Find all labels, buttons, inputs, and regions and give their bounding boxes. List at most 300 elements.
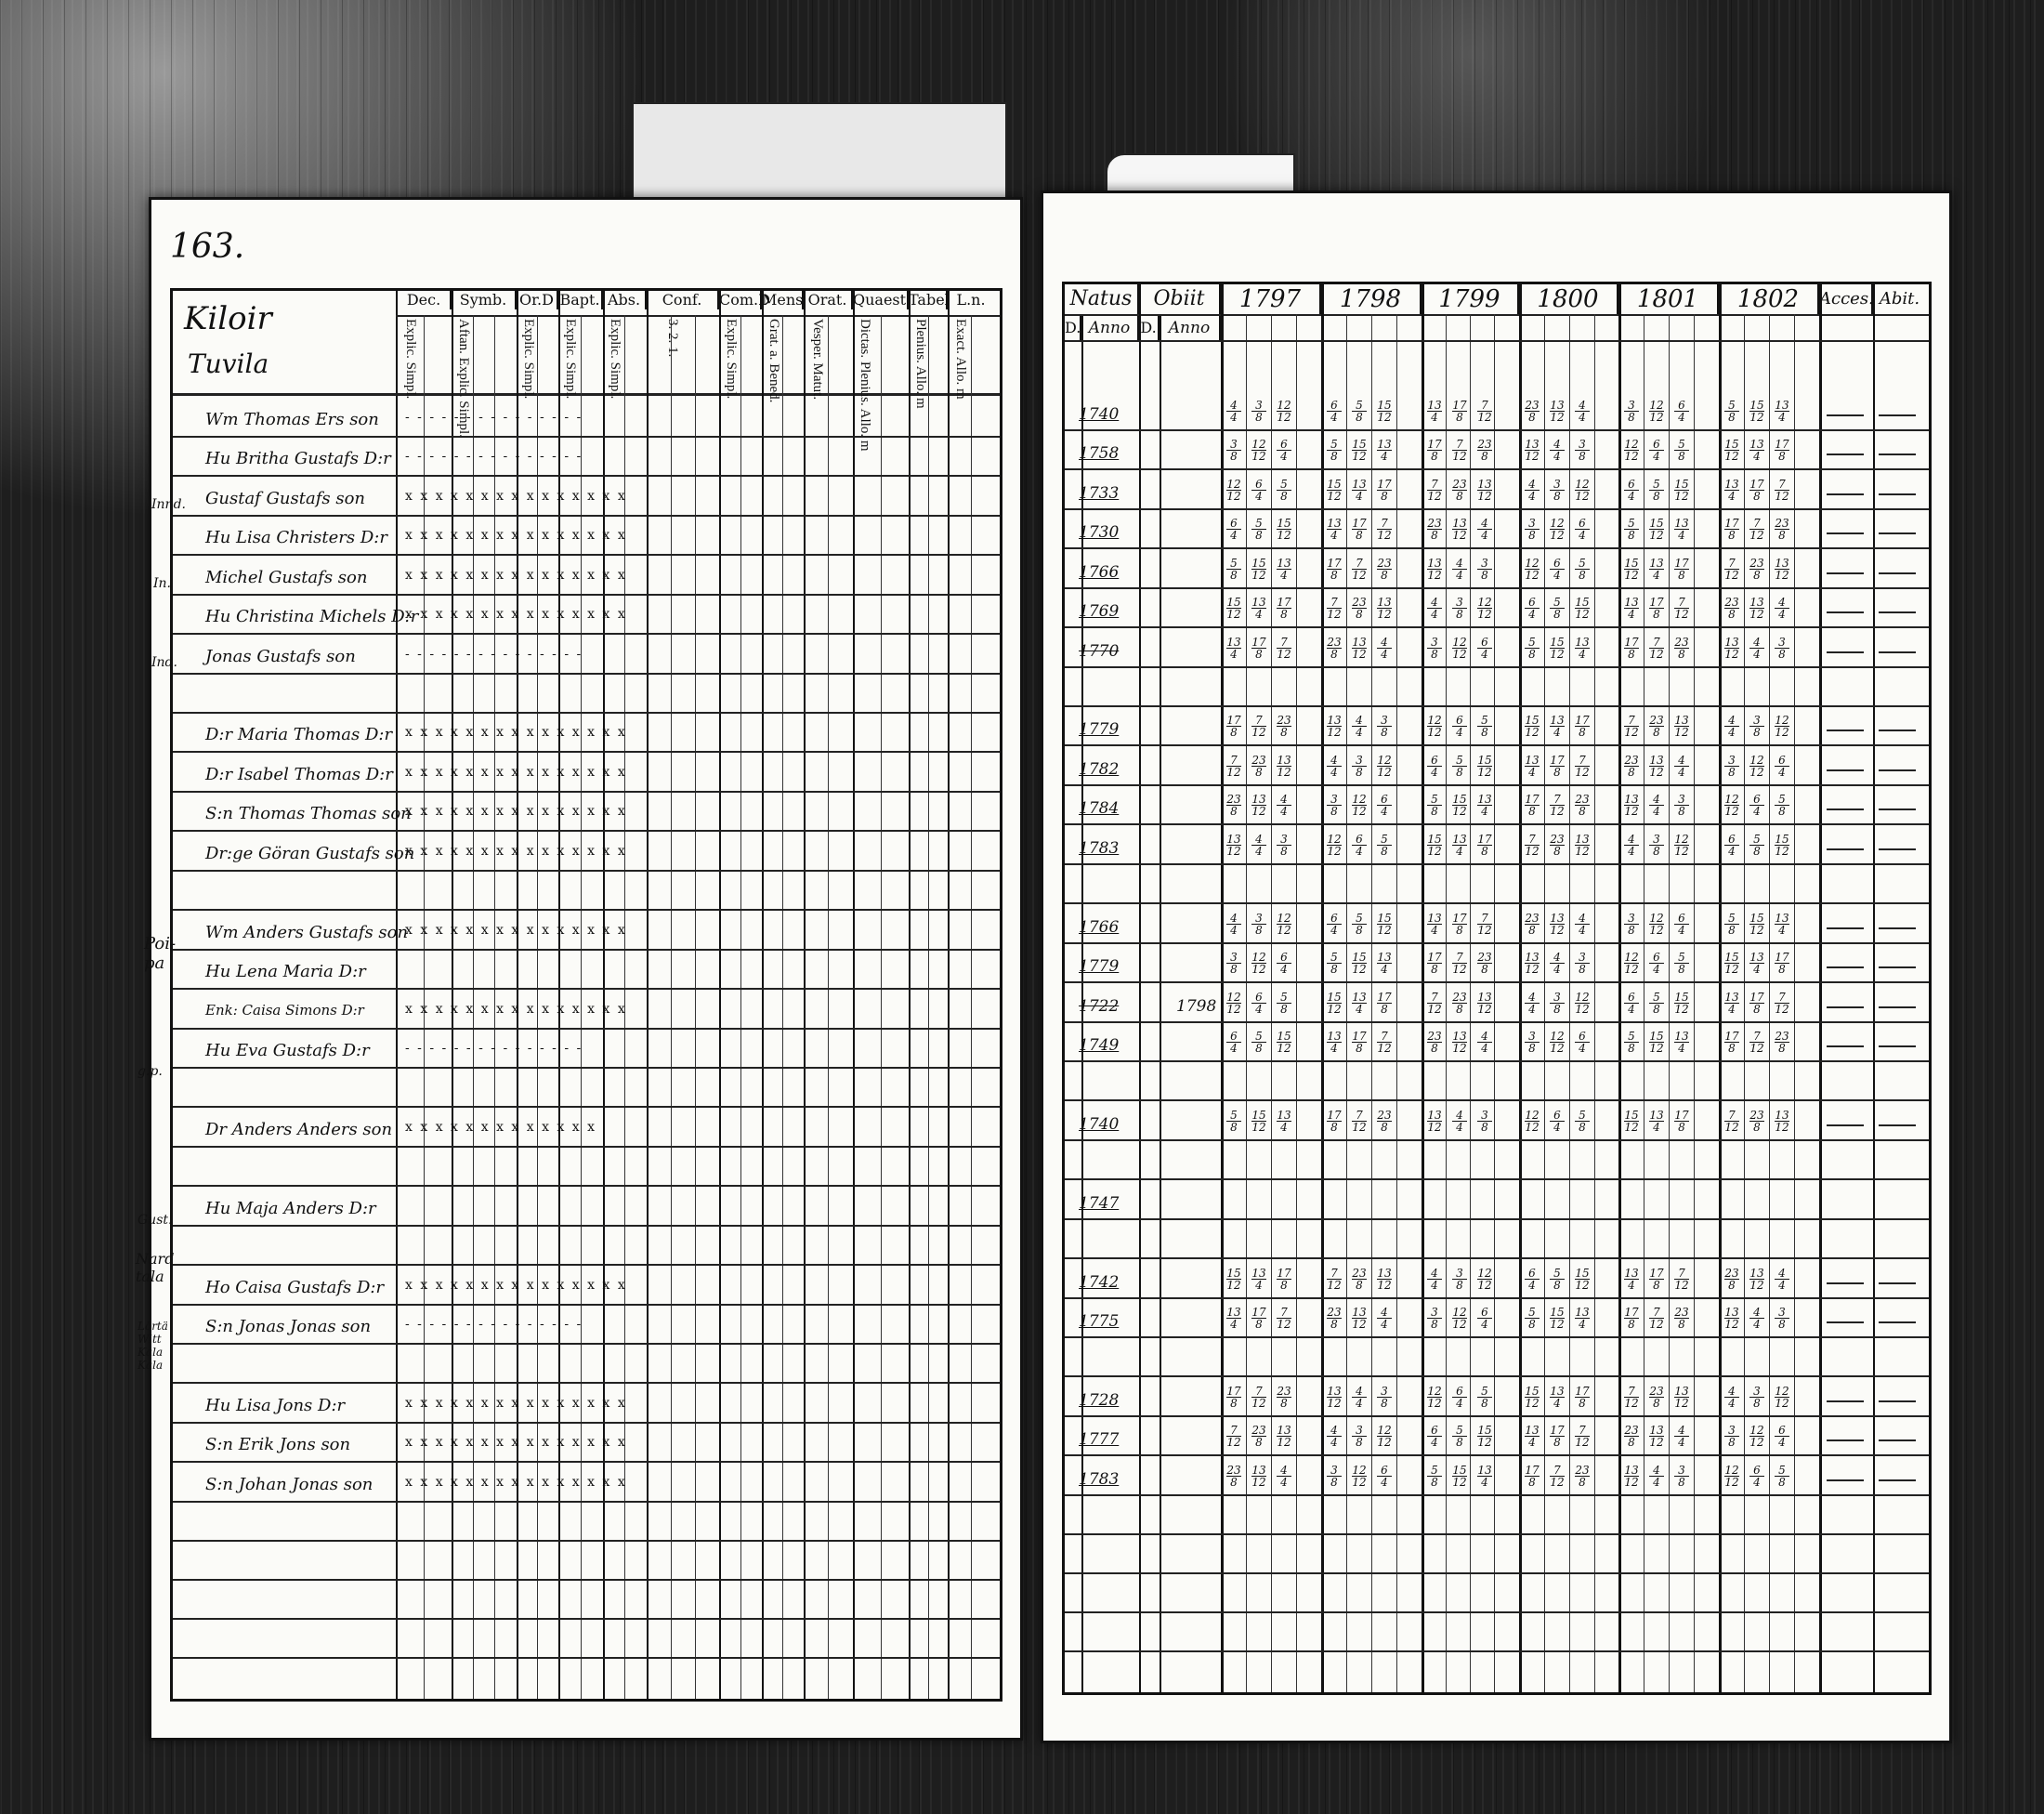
tally-fraction: $\frac{6}{4}$: [1277, 952, 1291, 975]
tally-fraction: $\frac{12}{12}$: [1477, 596, 1492, 621]
tally-fraction: $\frac{15}{12}$: [1452, 1464, 1467, 1489]
tally-fraction: $\frac{6}{4}$: [1624, 992, 1639, 1015]
tally-fraction: $\frac{4}{4}$: [1377, 637, 1392, 660]
tally-fraction: $\frac{4}{4}$: [1674, 755, 1689, 778]
header-obiit-anno: Anno: [1160, 316, 1221, 340]
tally-fraction: $\frac{15}{12}$: [1775, 833, 1789, 858]
margin-note: Ind.: [151, 655, 177, 670]
tally-fraction: $\frac{13}{12}$: [1775, 1109, 1789, 1134]
tally-fraction: $\frac{13}{12}$: [1674, 1385, 1689, 1410]
sub-line: [695, 315, 696, 1699]
tally-fraction: $\frac{15}{12}$: [1277, 517, 1291, 542]
header-comd: Com.D: [719, 291, 770, 309]
tally-fraction: $\frac{6}{4}$: [1550, 558, 1565, 581]
tally-fraction: $\frac{17}{8}$: [1550, 754, 1565, 779]
tally-fraction: $\frac{13}{12}$: [1377, 1267, 1392, 1292]
birth-year: 1722: [1079, 997, 1120, 1016]
tally-fraction: $\frac{17}{8}$: [1674, 557, 1689, 582]
tally-fraction: $\frac{7}{12}$: [1674, 596, 1689, 621]
tally-fraction: $\frac{12}{12}$: [1550, 517, 1565, 542]
sub-line: [828, 315, 829, 1699]
subheader: Dictas. Plenius. Allo. m: [858, 319, 872, 452]
row-line: [1065, 1572, 1929, 1574]
tally-fraction: $\frac{17}{8}$: [1427, 438, 1442, 463]
person-marks: x x x x x x x x x x x x x x x: [405, 1475, 627, 1490]
sub-line: [1744, 314, 1745, 1692]
subheader: Grat. a. Bened.: [766, 319, 781, 403]
tally-fraction: $\frac{23}{8}$: [1674, 1306, 1689, 1331]
tally-fraction: $\frac{12}{12}$: [1352, 1464, 1367, 1489]
tally-fraction: $\frac{13}{12}$: [1477, 991, 1492, 1016]
tally-fraction: $\frac{6}{4}$: [1775, 755, 1789, 778]
empty-cell-dash: [1827, 611, 1864, 613]
tally-fraction: $\frac{23}{8}$: [1724, 1267, 1739, 1292]
margin-note: Gust.: [138, 1213, 173, 1228]
tally-fraction: $\frac{4}{4}$: [1251, 834, 1266, 857]
col-line: [948, 291, 950, 1699]
tally-fraction: $\frac{23}{8}$: [1649, 1385, 1664, 1410]
row-line: [1065, 429, 1929, 431]
person-name: Wm Thomas Ers son: [205, 410, 379, 429]
person-name: Hu Lisa Jons D:r: [205, 1396, 346, 1415]
tally-fraction: $\frac{15}{12}$: [1575, 1267, 1590, 1292]
tally-fraction: $\frac{6}{4}$: [1525, 1268, 1540, 1291]
tally-fraction: $\frac{15}{12}$: [1724, 438, 1739, 463]
row-line: [1065, 1218, 1929, 1220]
tally-fraction: $\frac{13}{4}$: [1427, 399, 1442, 424]
row-line: [1065, 1611, 1929, 1613]
tally-fraction: $\frac{3}{8}$: [1277, 834, 1291, 857]
tally-fraction: $\frac{5}{8}$: [1749, 834, 1764, 857]
tally-fraction: $\frac{15}{12}$: [1749, 399, 1764, 424]
empty-cell-dash: [1879, 493, 1916, 495]
tally-fraction: $\frac{23}{8}$: [1277, 714, 1291, 739]
row-line: [173, 1028, 1000, 1030]
birth-year: 1783: [1079, 839, 1120, 858]
birth-year: 1766: [1079, 918, 1120, 937]
empty-cell-dash: [1827, 966, 1864, 968]
tally-fraction: $\frac{13}{12}$: [1277, 1424, 1291, 1449]
row-line: [173, 1146, 1000, 1148]
birth-year: 1784: [1079, 799, 1120, 818]
row-line: [173, 870, 1000, 872]
row-line: [173, 673, 1000, 675]
tally-fraction: $\frac{5}{8}$: [1649, 479, 1664, 502]
tally-fraction: $\frac{12}{12}$: [1575, 478, 1590, 503]
tally-fraction: $\frac{13}{4}$: [1525, 754, 1540, 779]
tally-fraction: $\frac{7}{12}$: [1251, 714, 1266, 739]
tally-fraction: $\frac{5}{8}$: [1427, 1465, 1442, 1488]
tally-fraction: $\frac{13}{4}$: [1251, 596, 1266, 621]
empty-cell-dash: [1827, 1479, 1864, 1481]
tally-fraction: $\frac{15}{12}$: [1352, 951, 1367, 976]
tally-fraction: $\frac{17}{8}$: [1649, 1267, 1664, 1292]
tally-fraction: $\frac{7}{12}$: [1452, 951, 1467, 976]
tally-fraction: $\frac{7}{12}$: [1550, 1464, 1565, 1489]
tally-fraction: $\frac{7}{12}$: [1624, 1385, 1639, 1410]
empty-cell-dash: [1879, 1006, 1916, 1008]
tally-fraction: $\frac{12}{12}$: [1749, 1424, 1764, 1449]
row-line: [173, 1422, 1000, 1424]
col-line: [1618, 284, 1621, 1692]
row-line: [173, 988, 1000, 990]
tally-fraction: $\frac{13}{4}$: [1724, 991, 1739, 1016]
tally-fraction: $\frac{7}{12}$: [1226, 754, 1241, 779]
row-line: [173, 1304, 1000, 1306]
row-line: [1065, 1139, 1929, 1141]
person-marks: - - - - - - - - - - - - - - -: [405, 1317, 583, 1332]
tally-fraction: $\frac{12}{12}$: [1226, 991, 1241, 1016]
tally-fraction: $\frac{13}{12}$: [1327, 714, 1342, 739]
tally-fraction: $\frac{15}{12}$: [1226, 596, 1241, 621]
row-line: [173, 1343, 1000, 1345]
tally-fraction: $\frac{4}{4}$: [1749, 637, 1764, 660]
tally-fraction: $\frac{13}{4}$: [1674, 517, 1689, 542]
empty-cell-dash: [1827, 927, 1864, 929]
tally-fraction: $\frac{6}{4}$: [1251, 992, 1266, 1015]
header-obiit: Obiit: [1139, 284, 1221, 314]
tally-fraction: $\frac{13}{4}$: [1775, 912, 1789, 937]
tally-fraction: $\frac{15}{12}$: [1377, 912, 1392, 937]
tally-fraction: $\frac{5}{8}$: [1427, 794, 1442, 817]
empty-cell-dash: [1827, 730, 1864, 731]
tally-fraction: $\frac{13}{12}$: [1724, 636, 1739, 661]
tally-fraction: $\frac{12}{12}$: [1649, 399, 1664, 424]
tally-fraction: $\frac{5}{8}$: [1277, 992, 1291, 1015]
empty-cell-dash: [1879, 848, 1916, 850]
tally-fraction: $\frac{7}{12}$: [1525, 833, 1540, 858]
row-line: [173, 1540, 1000, 1542]
person-name: Ho Caisa Gustafs D:r: [205, 1278, 385, 1297]
birth-year: 1777: [1079, 1430, 1120, 1449]
tally-fraction: $\frac{5}{8}$: [1674, 952, 1689, 975]
right-register-table: [1062, 282, 1932, 1695]
header-abiit: Abit.: [1879, 289, 1920, 309]
tally-fraction: $\frac{6}{4}$: [1749, 794, 1764, 817]
row-line: [173, 1501, 1000, 1503]
tally-fraction: $\frac{5}{8}$: [1352, 400, 1367, 423]
tally-fraction: $\frac{17}{8}$: [1624, 636, 1639, 661]
tally-fraction: $\frac{4}{4}$: [1377, 1307, 1392, 1330]
tally-fraction: $\frac{3}{8}$: [1352, 755, 1367, 778]
tally-fraction: $\frac{7}{12}$: [1724, 557, 1739, 582]
margin-note: Innd.: [151, 497, 186, 512]
tally-fraction: $\frac{17}{8}$: [1226, 714, 1241, 739]
tally-fraction: $\frac{13}{4}$: [1352, 478, 1367, 503]
tally-fraction: $\frac{13}{12}$: [1427, 1109, 1442, 1134]
header-year-1799: 1799: [1422, 284, 1519, 314]
tally-fraction: $\frac{4}{4}$: [1327, 755, 1342, 778]
tally-fraction: $\frac{4}{4}$: [1649, 1465, 1664, 1488]
tally-fraction: $\frac{3}{8}$: [1749, 1386, 1764, 1409]
tally-fraction: $\frac{6}{4}$: [1327, 400, 1342, 423]
tally-fraction: $\frac{15}{12}$: [1377, 399, 1392, 424]
tally-fraction: $\frac{13}{4}$: [1327, 1030, 1342, 1055]
tally-fraction: $\frac{5}{8}$: [1624, 518, 1639, 541]
death-year: 1798: [1176, 997, 1217, 1016]
tally-fraction: $\frac{5}{8}$: [1724, 400, 1739, 423]
person-marks: x x x x x x x x x x x x x x x: [405, 489, 627, 504]
row-line: [173, 436, 1000, 438]
tally-fraction: $\frac{17}{8}$: [1477, 833, 1492, 858]
person-name: Gustaf Gustafs son: [205, 489, 366, 508]
row-line: [1065, 666, 1929, 668]
tally-fraction: $\frac{6}{4}$: [1724, 834, 1739, 857]
tally-fraction: $\frac{13}{4}$: [1226, 1306, 1241, 1331]
empty-cell-dash: [1827, 808, 1864, 810]
row-line: [1065, 1099, 1929, 1101]
birth-year: 1769: [1079, 602, 1120, 621]
birth-year: 1775: [1079, 1312, 1120, 1331]
tally-fraction: $\frac{12}{12}$: [1352, 793, 1367, 818]
tally-fraction: $\frac{17}{8}$: [1377, 991, 1392, 1016]
tally-fraction: $\frac{3}{8}$: [1525, 1031, 1540, 1054]
tally-fraction: $\frac{23}{8}$: [1477, 951, 1492, 976]
header-quaest: Quaest.: [853, 291, 911, 309]
header-year-1800: 1800: [1519, 284, 1618, 314]
empty-cell-dash: [1879, 927, 1916, 929]
tally-fraction: $\frac{12}{12}$: [1749, 754, 1764, 779]
margin-note: g.p.: [138, 1064, 163, 1079]
header-natus: Natus: [1065, 284, 1139, 314]
row-line: [173, 633, 1000, 635]
header-accessit: Acces.: [1819, 284, 1873, 314]
sub-line: [1470, 314, 1471, 1692]
tally-fraction: $\frac{13}{12}$: [1525, 438, 1540, 463]
row-line: [1065, 823, 1929, 825]
tally-fraction: $\frac{13}{12}$: [1251, 1464, 1266, 1489]
tally-fraction: $\frac{13}{12}$: [1749, 1267, 1764, 1292]
tally-fraction: $\frac{13}{12}$: [1550, 399, 1565, 424]
tally-fraction: $\frac{13}{4}$: [1525, 1424, 1540, 1449]
tally-fraction: $\frac{23}{8}$: [1724, 596, 1739, 621]
village-subheading: Tuvila: [188, 348, 269, 379]
row-line: [1065, 1415, 1929, 1417]
tally-fraction: $\frac{5}{8}$: [1377, 834, 1392, 857]
person-name: Hu Lisa Christers D:r: [205, 528, 387, 547]
tally-fraction: $\frac{6}{4}$: [1226, 518, 1241, 541]
row-line: [173, 949, 1000, 951]
sub-line: [881, 315, 882, 1699]
tally-fraction: $\frac{15}{12}$: [1575, 596, 1590, 621]
empty-cell-dash: [1827, 651, 1864, 653]
tally-fraction: $\frac{3}{8}$: [1724, 1425, 1739, 1448]
tally-fraction: $\frac{15}{12}$: [1724, 951, 1739, 976]
tally-fraction: $\frac{13}{12}$: [1674, 714, 1689, 739]
col-line: [1719, 284, 1722, 1692]
tally-fraction: $\frac{6}{4}$: [1624, 479, 1639, 502]
empty-cell-dash: [1827, 1006, 1864, 1008]
tally-fraction: $\frac{23}{8}$: [1775, 1030, 1789, 1055]
right-page: [1041, 191, 1952, 1743]
tally-fraction: $\frac{23}{8}$: [1427, 1030, 1442, 1055]
tally-fraction: $\frac{13}{12}$: [1352, 1306, 1367, 1331]
tally-fraction: $\frac{3}{8}$: [1477, 558, 1492, 581]
tally-fraction: $\frac{3}{8}$: [1452, 597, 1467, 620]
tally-fraction: $\frac{6}{4}$: [1352, 834, 1367, 857]
tally-fraction: $\frac{13}{12}$: [1649, 754, 1664, 779]
tally-fraction: $\frac{15}{12}$: [1674, 991, 1689, 1016]
tally-fraction: $\frac{3}{8}$: [1775, 1307, 1789, 1330]
tally-fraction: $\frac{6}{4}$: [1674, 913, 1689, 936]
tally-fraction: $\frac{3}{8}$: [1427, 1307, 1442, 1330]
tally-fraction: $\frac{17}{8}$: [1649, 596, 1664, 621]
birth-year: 1770: [1079, 642, 1120, 661]
tally-fraction: $\frac{7}{12}$: [1377, 1030, 1392, 1055]
tally-fraction: $\frac{17}{8}$: [1525, 793, 1540, 818]
tally-fraction: $\frac{13}{4}$: [1749, 438, 1764, 463]
sub-line: [1694, 314, 1695, 1692]
tally-fraction: $\frac{6}{4}$: [1649, 439, 1664, 462]
birth-year: 1733: [1079, 484, 1120, 503]
tally-fraction: $\frac{3}{8}$: [1477, 1110, 1492, 1133]
tally-fraction: $\frac{3}{8}$: [1674, 1465, 1689, 1488]
tally-fraction: $\frac{17}{8}$: [1352, 517, 1367, 542]
row-line: [1065, 1178, 1929, 1180]
row-line: [1065, 942, 1929, 944]
tally-fraction: $\frac{3}{8}$: [1251, 400, 1266, 423]
tally-fraction: $\frac{12}{12}$: [1674, 833, 1689, 858]
sub-line: [1594, 314, 1595, 1692]
sub-line: [1271, 314, 1272, 1692]
tally-fraction: $\frac{13}{12}$: [1327, 1385, 1342, 1410]
tally-fraction: $\frac{5}{8}$: [1674, 439, 1689, 462]
tally-fraction: $\frac{7}{12}$: [1327, 1267, 1342, 1292]
row-line: [1065, 340, 1929, 342]
row-line: [1065, 705, 1929, 707]
row-line: [1065, 1297, 1929, 1299]
tally-fraction: $\frac{17}{8}$: [1775, 438, 1789, 463]
tally-fraction: $\frac{23}{8}$: [1674, 636, 1689, 661]
tally-fraction: $\frac{15}{12}$: [1327, 991, 1342, 1016]
tally-fraction: $\frac{5}{8}$: [1452, 755, 1467, 778]
person-marks: - - - - - - - - - - - - - - -: [405, 449, 583, 464]
page-number: 163.: [170, 228, 245, 266]
person-marks: x x x x x x x x x x x x x x x: [405, 923, 627, 938]
birth-year: 1740: [1079, 405, 1120, 424]
header-obiit-d: D.: [1139, 316, 1160, 340]
col-line: [1519, 284, 1522, 1692]
row-line: [173, 1106, 1000, 1108]
row-line: [173, 909, 1000, 911]
sub-line: [1669, 314, 1670, 1692]
tally-fraction: $\frac{5}{8}$: [1525, 1307, 1540, 1330]
header-d: D.: [1065, 316, 1081, 340]
tally-fraction: $\frac{15}{12}$: [1749, 912, 1764, 937]
tally-fraction: $\frac{7}{12}$: [1575, 754, 1590, 779]
row-line: [173, 1461, 1000, 1463]
tally-fraction: $\frac{13}{4}$: [1327, 517, 1342, 542]
person-name: Hu Eva Gustafs D:r: [205, 1041, 370, 1060]
tally-fraction: $\frac{12}{12}$: [1477, 1267, 1492, 1292]
tally-fraction: $\frac{13}{12}$: [1452, 517, 1467, 542]
tally-fraction: $\frac{17}{8}$: [1575, 1385, 1590, 1410]
tally-fraction: $\frac{7}{12}$: [1749, 517, 1764, 542]
tally-fraction: $\frac{15}{12}$: [1525, 1385, 1540, 1410]
tally-fraction: $\frac{12}{12}$: [1377, 1424, 1392, 1449]
tally-fraction: $\frac{5}{8}$: [1251, 518, 1266, 541]
tally-fraction: $\frac{4}{4}$: [1550, 439, 1565, 462]
col-line: [1422, 284, 1424, 1692]
tally-fraction: $\frac{12}{12}$: [1624, 438, 1639, 463]
tally-fraction: $\frac{13}{12}$: [1427, 557, 1442, 582]
tally-fraction: $\frac{23}{8}$: [1649, 714, 1664, 739]
tally-fraction: $\frac{17}{8}$: [1226, 1385, 1241, 1410]
empty-cell-dash: [1879, 730, 1916, 731]
tally-fraction: $\frac{23}{8}$: [1226, 1464, 1241, 1489]
tally-fraction: $\frac{13}{12}$: [1775, 557, 1789, 582]
tally-fraction: $\frac{17}{8}$: [1251, 636, 1266, 661]
tally-fraction: $\frac{15}{12}$: [1327, 478, 1342, 503]
tally-fraction: $\frac{6}{4}$: [1477, 1307, 1492, 1330]
tally-fraction: $\frac{13}{4}$: [1377, 951, 1392, 976]
row-line: [173, 751, 1000, 753]
tally-fraction: $\frac{7}{12}$: [1377, 517, 1392, 542]
empty-cell-dash: [1879, 1124, 1916, 1126]
tally-fraction: $\frac{13}{4}$: [1550, 1385, 1565, 1410]
tally-fraction: $\frac{23}{8}$: [1352, 1267, 1367, 1292]
tally-fraction: $\frac{23}{8}$: [1575, 1464, 1590, 1489]
tally-fraction: $\frac{23}{8}$: [1452, 991, 1467, 1016]
tally-fraction: $\frac{4}{4}$: [1575, 913, 1590, 936]
row-line: [1065, 547, 1929, 549]
person-marks: x x x x x x x x x x x x x x x: [405, 725, 627, 740]
tally-fraction: $\frac{4}{4}$: [1775, 1268, 1789, 1291]
person-marks: - - - - - - - - - - - - - - -: [405, 1041, 583, 1056]
tally-fraction: $\frac{13}{12}$: [1277, 754, 1291, 779]
person-name: Jonas Gustafs son: [205, 647, 356, 666]
tally-fraction: $\frac{7}{12}$: [1277, 1306, 1291, 1331]
row-line: [1065, 1021, 1929, 1023]
tally-fraction: $\frac{17}{8}$: [1327, 1109, 1342, 1134]
tally-fraction: $\frac{5}{8}$: [1352, 913, 1367, 936]
sub-line: [928, 315, 929, 1699]
person-name: S:n Jonas Jonas son: [205, 1317, 372, 1336]
col-line: [1160, 316, 1161, 1692]
subheader: Explic. Simpl.: [724, 319, 739, 400]
sub-line: [740, 315, 741, 1699]
row-line: [173, 554, 1000, 556]
tally-fraction: $\frac{3}{8}$: [1550, 479, 1565, 502]
row-line: [173, 515, 1000, 517]
row-line: [1065, 1257, 1929, 1259]
tally-fraction: $\frac{7}{12}$: [1775, 478, 1789, 503]
empty-cell-dash: [1827, 414, 1864, 416]
tally-fraction: $\frac{5}{8}$: [1550, 597, 1565, 620]
tally-fraction: $\frac{15}{12}$: [1427, 833, 1442, 858]
tally-fraction: $\frac{7}{12}$: [1624, 714, 1639, 739]
tally-fraction: $\frac{17}{8}$: [1352, 1030, 1367, 1055]
empty-cell-dash: [1827, 572, 1864, 574]
birth-year: 1783: [1079, 1470, 1120, 1489]
tally-fraction: $\frac{6}{4}$: [1575, 518, 1590, 541]
sub-line: [1494, 314, 1495, 1692]
tally-fraction: $\frac{5}{8}$: [1327, 952, 1342, 975]
birth-year: 1782: [1079, 760, 1120, 779]
tally-fraction: $\frac{4}{4}$: [1477, 1031, 1492, 1054]
tally-fraction: $\frac{6}{4}$: [1277, 439, 1291, 462]
tally-fraction: $\frac{4}{4}$: [1277, 794, 1291, 817]
tally-fraction: $\frac{17}{8}$: [1452, 912, 1467, 937]
empty-cell-dash: [1879, 966, 1916, 968]
tally-fraction: $\frac{13}{12}$: [1352, 636, 1367, 661]
tally-fraction: $\frac{3}{8}$: [1649, 834, 1664, 857]
tally-fraction: $\frac{15}{12}$: [1226, 1267, 1241, 1292]
tally-fraction: $\frac{3}{8}$: [1775, 637, 1789, 660]
empty-cell-dash: [1827, 769, 1864, 771]
empty-cell-dash: [1879, 1045, 1916, 1047]
sub-line: [1296, 314, 1297, 1692]
